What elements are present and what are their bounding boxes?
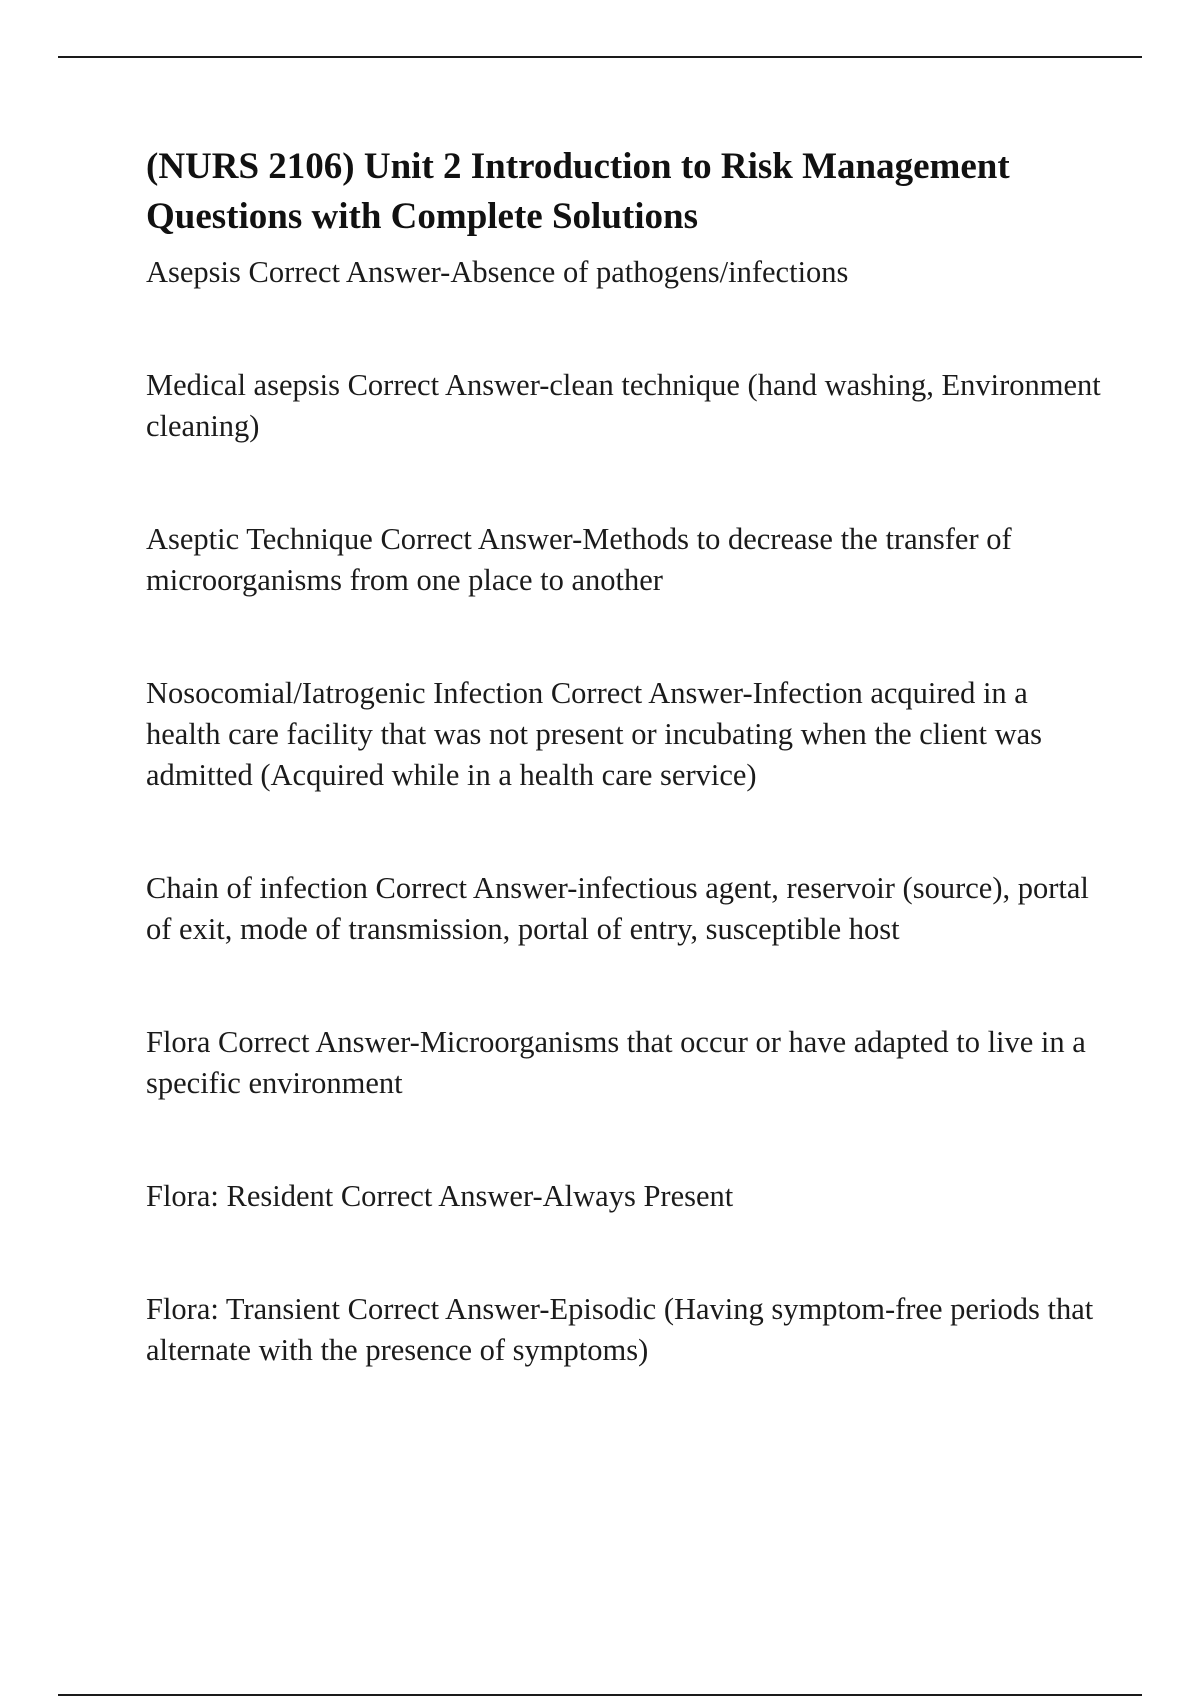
- bottom-rule: [58, 1694, 1142, 1696]
- qa-item-flora: Flora Correct Answer-Microorganisms that occur or have adapted to live in a specific environment: [146, 1025, 1086, 1100]
- qa-item-aseptic-technique: Aseptic Technique Correct Answer-Methods to decrease the transfer of microorganisms from one place to another: [146, 522, 1012, 597]
- qa-item-nosocomial-infection: Nosocomial/Iatrogenic Infection Correct Answer-Infection acquired in a health care facility that was not present or incubating when the client was admitted (Acquired while in a health care service): [146, 676, 1043, 792]
- qa-item-flora-transient: Flora: Transient Correct Answer-Episodic (Having symptom-free periods that alternate with the presence of symptoms): [146, 1292, 1094, 1367]
- qa-item-medical-asepsis: Medical asepsis Correct Answer-clean technique (hand washing, Environment cleaning): [146, 368, 1101, 443]
- top-rule: [58, 56, 1142, 58]
- qa-item-flora-resident: Flora: Resident Correct Answer-Always Present: [146, 1179, 734, 1213]
- qa-list: [146, 252, 1106, 1371]
- qa-item-chain-of-infection: Chain of infection Correct Answer-infectious agent, reservoir (source), portal of exit, mode of transmission, portal of entry, susceptible host: [146, 871, 1089, 946]
- document-title: (NURS 2106) Unit 2 Introduction to Risk Management Questions with Complete Solutions: [146, 146, 1010, 237]
- document-content: [146, 142, 1106, 1371]
- qa-item-asepsis: Asepsis Correct Answer-Absence of pathogens/infections: [146, 255, 849, 289]
